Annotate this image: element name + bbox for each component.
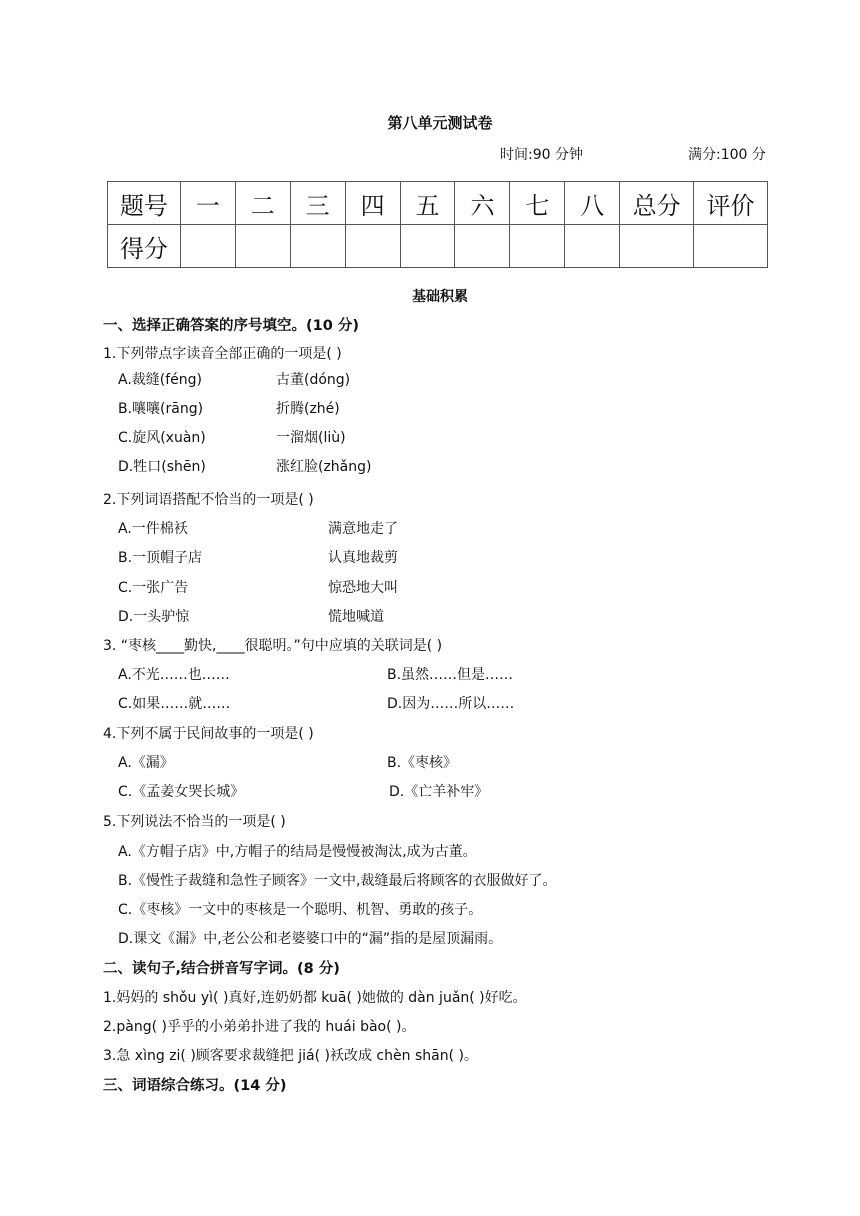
part2-heading: 二、读句子,结合拼音写字词。(8 分)	[103, 961, 340, 977]
q3-option-a: A.不光……也……	[118, 667, 230, 683]
score-header-cell: 四	[345, 182, 400, 225]
q4-option-b: B.《枣核》	[387, 755, 458, 771]
q3-option-d: D.因为……所以……	[387, 696, 515, 712]
q2-option-d: D.一头驴惊	[118, 609, 190, 625]
exam-title: 第八单元测试卷	[387, 114, 493, 132]
q2-stem: 2.下列词语搭配不恰当的一项是( )	[103, 492, 314, 508]
score-cell[interactable]	[510, 225, 565, 268]
q3-stem: 3. “枣核____勤快,____很聪明。”句中应填的关联词是( )	[103, 638, 443, 654]
score-header-cell: 三	[290, 182, 345, 225]
q1-option-a-2: 古董(dóng)	[276, 372, 351, 388]
q3-option-c: C.如果……就……	[118, 696, 231, 712]
q2-option-b: B.一顶帽子店	[118, 550, 203, 566]
part2-line-3: 3.急 xìng zi( )顾客要求裁缝把 jiá( )袄改成 chèn shān( )。	[103, 1048, 478, 1064]
exam-time: 时间:90 分钟	[500, 147, 583, 163]
score-cell[interactable]	[565, 225, 620, 268]
q5-option-c: C.《枣核》一文中的枣核是一个聪明、机智、勇敢的孩子。	[118, 902, 483, 918]
q3-option-b: B.虽然……但是……	[387, 667, 514, 683]
score-header-cell: 评价	[694, 182, 768, 225]
score-header-cell: 二	[235, 182, 290, 225]
q4-stem: 4.下列不属于民间故事的一项是( )	[103, 726, 314, 742]
part2-line-2: 2.pàng( )乎乎的小弟弟扑进了我的 huái bào( )。	[103, 1019, 416, 1035]
q5-option-a: A.《方帽子店》中,方帽子的结局是慢慢被淘汰,成为古董。	[118, 844, 477, 860]
score-cell[interactable]	[180, 225, 235, 268]
score-header-cell: 题号	[108, 182, 181, 225]
q1-option-c: C.旋风(xuàn)	[118, 430, 206, 446]
part1-heading: 一、选择正确答案的序号填空。(10 分)	[103, 318, 359, 334]
section-title: 基础积累	[412, 289, 468, 305]
q4-option-a: A.《漏》	[118, 755, 174, 771]
exam-full-score: 满分:100 分	[688, 147, 766, 163]
q5-option-b: B.《慢性子裁缝和急性子顾客》一文中,裁缝最后将顾客的衣服做好了。	[118, 873, 557, 889]
q1-option-b-2: 折腾(zhé)	[276, 401, 340, 417]
score-cell[interactable]	[400, 225, 455, 268]
q1-option-a: A.裁缝(féng)	[118, 372, 203, 388]
q5-stem: 5.下列说法不恰当的一项是( )	[103, 814, 286, 830]
score-header-cell: 六	[455, 182, 510, 225]
q2-option-a-2: 满意地走了	[328, 521, 398, 537]
score-header-cell: 八	[565, 182, 620, 225]
score-cell[interactable]	[455, 225, 510, 268]
score-table-header-row	[108, 182, 768, 225]
q2-option-a: A.一件棉袄	[118, 521, 188, 537]
q2-option-b-2: 认真地裁剪	[328, 550, 398, 566]
q2-option-c-2: 惊恐地大叫	[328, 580, 398, 596]
score-table	[107, 181, 768, 268]
score-header-cell: 七	[510, 182, 565, 225]
q1-option-d-2: 涨红脸(zhǎng)	[276, 459, 372, 475]
q1-option-d: D.牲口(shēn)	[118, 459, 206, 475]
q1-option-b: B.嚷嚷(rāng)	[118, 401, 204, 417]
score-header-cell: 总分	[620, 182, 694, 225]
q4-option-d: D.《亡羊补牢》	[389, 784, 489, 800]
score-cell[interactable]	[345, 225, 400, 268]
score-header-cell: 五	[400, 182, 455, 225]
score-table-score-row	[108, 225, 768, 268]
score-header-cell: 一	[180, 182, 235, 225]
part3-heading: 三、词语综合练习。(14 分)	[103, 1078, 287, 1094]
part2-line-1: 1.妈妈的 shǒu yì( )真好,连奶奶都 kuā( )她做的 dàn juǎn( )好吃。	[103, 990, 527, 1006]
score-cell[interactable]	[620, 225, 694, 268]
q5-option-d: D.课文《漏》中,老公公和老婆婆口中的“漏”指的是屋顶漏雨。	[118, 931, 503, 947]
score-cell[interactable]	[235, 225, 290, 268]
q1-option-c-2: 一溜烟(liù)	[276, 430, 346, 446]
q2-option-c: C.一张广告	[118, 580, 189, 596]
score-row-label: 得分	[108, 225, 181, 268]
q1-stem: 1.下列带点字读音全部正确的一项是( )	[103, 346, 342, 362]
q2-option-d-2: 慌地喊道	[328, 609, 384, 625]
score-cell[interactable]	[694, 225, 768, 268]
score-cell[interactable]	[290, 225, 345, 268]
q4-option-c: C.《孟姜女哭长城》	[118, 784, 245, 800]
